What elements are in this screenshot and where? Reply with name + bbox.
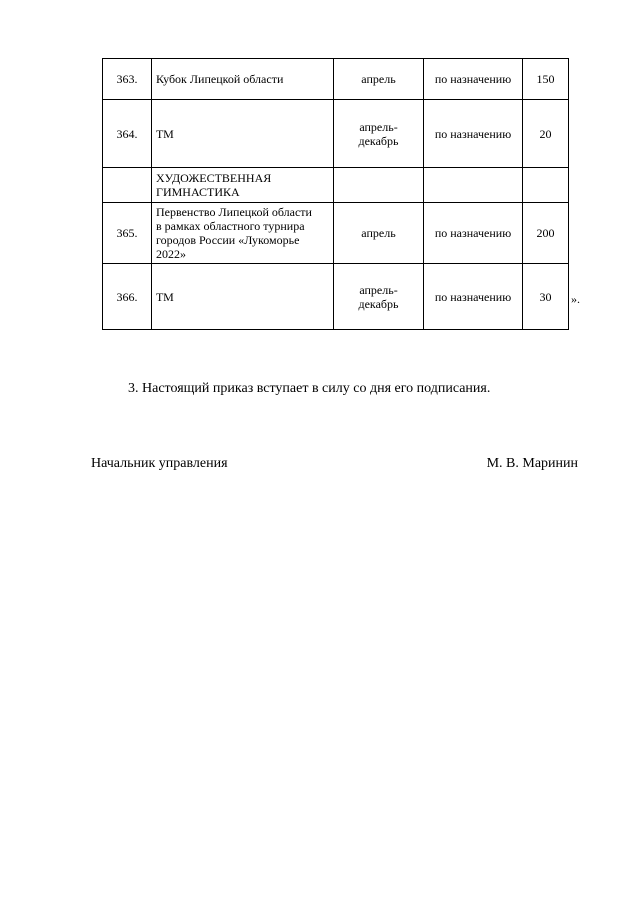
section-heading: ХУДОЖЕСТВЕННАЯ ГИМНАСТИКА <box>152 168 334 203</box>
signer-name: М. В. Маринин <box>486 456 578 471</box>
event-place: по назначению <box>424 264 523 330</box>
event-place: по назначению <box>424 59 523 100</box>
participant-count: 20 <box>523 100 569 168</box>
row-number: 366. <box>103 264 152 330</box>
event-place: по назначению <box>424 100 523 168</box>
event-name: ТМ <box>152 264 334 330</box>
row-number: 363. <box>103 59 152 100</box>
participant-count: 150 <box>523 59 569 100</box>
row-number: 364. <box>103 100 152 168</box>
participant-count: 200 <box>523 203 569 264</box>
event-period: апрель <box>334 59 424 100</box>
event-period: апрель <box>334 203 424 264</box>
schedule-table <box>102 58 569 330</box>
table-row <box>103 168 569 203</box>
closing-quote: ». <box>571 292 580 306</box>
table-row <box>103 59 569 100</box>
table-row <box>103 100 569 168</box>
event-name: ТМ <box>152 100 334 168</box>
participant-count: 30 <box>523 264 569 330</box>
event-name: Кубок Липецкой области <box>152 59 334 100</box>
signer-title: Начальник управления <box>91 456 228 471</box>
event-period: апрель- декабрь <box>334 264 424 330</box>
event-period <box>334 168 424 203</box>
event-period: апрель- декабрь <box>334 100 424 168</box>
order-clause: 3. Настоящий приказ вступает в силу со дня его подписания. <box>128 381 491 396</box>
event-place <box>424 168 523 203</box>
table-row <box>103 264 569 330</box>
event-name: Первенство Липецкой области в рамках областного турнира городов России «Лукоморье 2022» <box>152 203 334 264</box>
row-number <box>103 168 152 203</box>
row-number: 365. <box>103 203 152 264</box>
event-place: по назначению <box>424 203 523 264</box>
table-row <box>103 203 569 264</box>
participant-count <box>523 168 569 203</box>
